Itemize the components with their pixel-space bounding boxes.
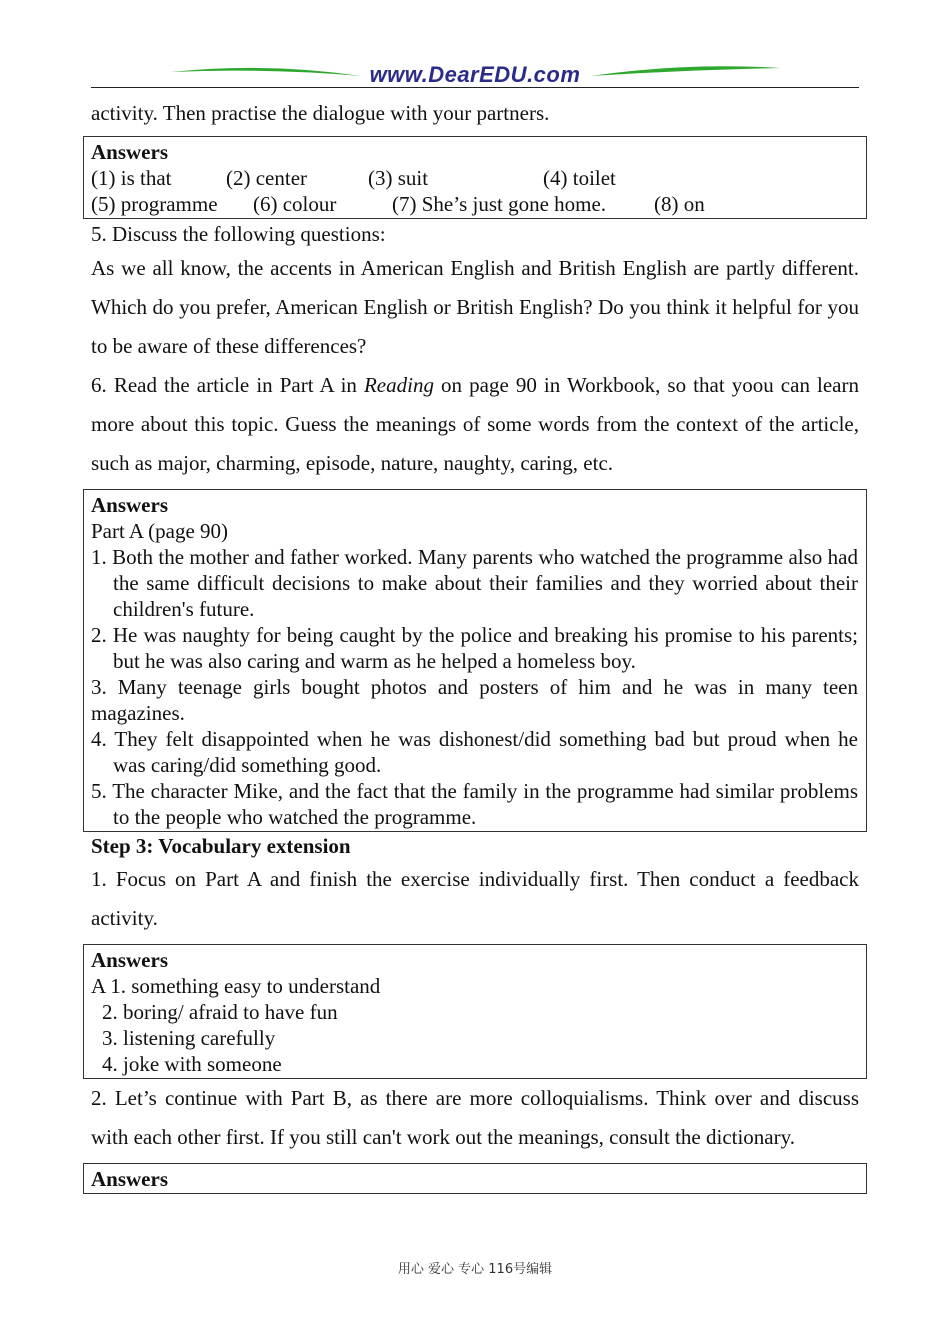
answer-item: 3. listening carefully: [102, 1026, 276, 1050]
intro-line: activity. Then practise the dialogue with your partners.: [91, 101, 550, 125]
answer-cell: (7) She’s just gone home.: [392, 192, 607, 216]
answer-item: 1. Both the mother and father worked. Many parents who watched the programme also had the same difficult decisions to make about their families and they worried about their children's future.: [91, 545, 858, 621]
answer-cell: (4) toilet: [543, 166, 616, 190]
answers-box-2: [83, 489, 867, 832]
answer-item: 2. He was naughty for being caught by the police and breaking his promise to his parents; but he was also caring and warm as he helped a homeless boy.: [91, 623, 858, 673]
site-logo: www.DearEDU.com: [369, 62, 581, 87]
question-6: [91, 366, 859, 483]
answers-title: Answers: [91, 948, 168, 972]
answer-item: A 1. something easy to understand: [91, 974, 381, 998]
answer-cell: (3) suit: [368, 166, 429, 190]
answer-cell: (6) colour: [253, 192, 337, 216]
q6-text-start: 6. Read the article in Part A in: [91, 373, 364, 397]
question-5-body: As we all know, the accents in American English and British English are partly different. Which do you prefer, American English or British English? Do you think it helpful for you to be aware of these differences?: [91, 256, 859, 358]
page-header: [91, 60, 859, 92]
q6-text-end: on page 90 in Workbook, so that yoou can learn more about this topic. Guess the meanings of some words from the context of the article, such as major, charming, episode, nature, naughty, caring, etc.: [91, 373, 859, 475]
answers-title: Answers: [91, 1167, 168, 1191]
answer-item: 4. They felt disappointed when he was dishonest/did something bad but proud when he was caring/did something good.: [91, 727, 858, 777]
answers-box-1: [83, 136, 867, 219]
document-body: [91, 98, 859, 1194]
answer-item: 4. joke with someone: [102, 1052, 282, 1076]
answer-cell: (8) on: [654, 192, 705, 216]
step-3-heading: Step 3: Vocabulary extension: [91, 834, 351, 858]
answer-cell: (2) center: [226, 166, 308, 190]
answer-item: 2. boring/ afraid to have fun: [102, 1000, 338, 1024]
q6-italic-title: Reading: [363, 373, 434, 397]
header-rule: [91, 87, 859, 88]
answers-box-4: [83, 1163, 867, 1194]
page-footer: 用心 爱心 专心 116号编辑: [397, 1262, 553, 1277]
answers-title: Answers: [91, 493, 168, 517]
answer-item: 5. The character Mike, and the fact that the family in the programme had similar problems to the people who watched the programme.: [91, 779, 858, 829]
answers-title: Answers: [91, 140, 168, 164]
answer-cell: (5) programme: [91, 192, 218, 216]
answers-box-3: [83, 944, 867, 1079]
step-3-paragraph: 1. Focus on Part A and finish the exercise individually first. Then conduct a feedback activity.: [91, 867, 859, 930]
question-5: 5. Discuss the following questions:: [91, 222, 386, 246]
step-3-paragraph-2: 2. Let’s continue with Part B, as there are more colloquialisms. Think over and discuss with each other first. If you still can't work out the meanings, consult the dictionary.: [91, 1086, 859, 1149]
answers-row: [91, 191, 858, 217]
answer-item: 3. Many teenage girls bought photos and posters of him and he was in many teen magazines.: [91, 675, 858, 725]
answers-row: [91, 165, 858, 191]
answers-subtitle: Part A (page 90): [91, 519, 229, 543]
answer-cell: (1) is that: [91, 166, 172, 190]
